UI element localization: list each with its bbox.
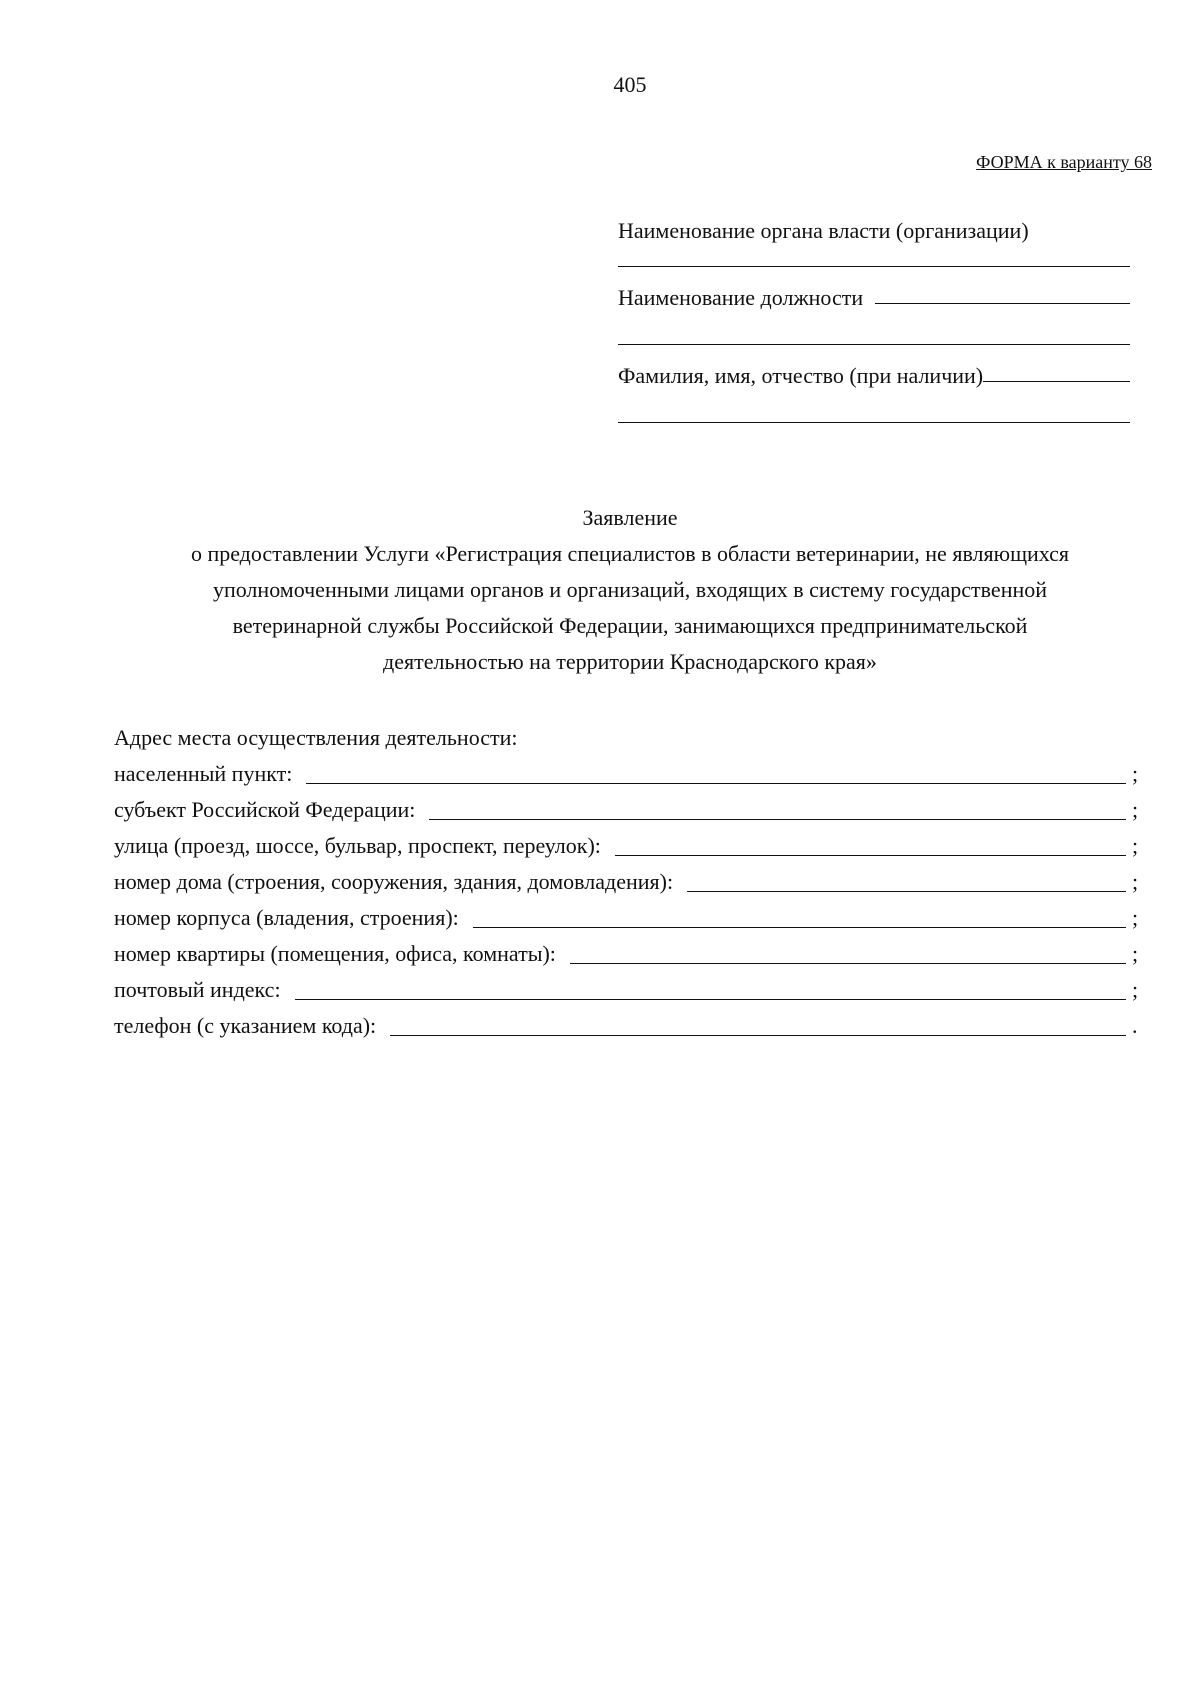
page-number: 405 (613, 72, 647, 97)
field-phone (114, 1008, 1140, 1044)
position-blank-line[interactable] (875, 302, 1130, 304)
field-terminator: ; (1132, 941, 1139, 966)
field-region (114, 792, 1140, 828)
field-terminator: ; (1132, 905, 1139, 930)
title-heading: Заявление (582, 505, 678, 530)
title-line-4: деятельностью на территории Краснодарского края» (383, 649, 877, 674)
field-terminator: ; (1132, 761, 1139, 786)
title-line-2: уполномоченными лицами органов и организаций, входящих в систему государственной (212, 577, 1048, 602)
organ-label: Наименование органа власти (организации) (618, 218, 1029, 243)
recipient-block (618, 210, 1130, 423)
field-blank-line[interactable] (429, 818, 1126, 820)
field-label: номер корпуса (владения, строения): (114, 905, 459, 930)
fio-label: Фамилия, имя, отчество (при наличии) (618, 363, 984, 388)
field-label: субъект Российской Федерации: (114, 797, 416, 822)
field-settlement (114, 756, 1140, 792)
field-label: населенный пункт: (114, 761, 293, 786)
field-terminator: ; (1132, 869, 1139, 894)
field-blank-line[interactable] (687, 890, 1126, 892)
form-reference: ФОРМА к варианту 68 (976, 152, 1152, 172)
field-house (114, 864, 1140, 900)
position-row (618, 277, 1130, 311)
field-label: улица (проезд, шоссе, бульвар, проспект, переулок): (114, 833, 601, 858)
field-blank-line[interactable] (295, 998, 1126, 1000)
position-blank-line-2[interactable] (618, 344, 1130, 345)
field-postal-code (114, 972, 1140, 1008)
organ-row (618, 210, 1130, 244)
field-blank-line[interactable] (570, 962, 1126, 964)
field-blank-line[interactable] (306, 782, 1126, 784)
field-terminator: ; (1132, 797, 1139, 822)
field-blank-line[interactable] (390, 1034, 1126, 1036)
address-section (114, 720, 1140, 1044)
fio-row (618, 355, 1130, 389)
address-heading: Адрес места осуществления деятельности: (114, 725, 518, 750)
field-label: телефон (с указанием кода): (114, 1013, 377, 1038)
field-apartment (114, 936, 1140, 972)
field-terminator: ; (1132, 977, 1139, 1002)
field-blank-line[interactable] (473, 926, 1126, 928)
fio-blank-line[interactable] (983, 380, 1130, 382)
fio-blank-line-2[interactable] (618, 422, 1130, 423)
field-terminator: . (1132, 1013, 1138, 1038)
field-label: почтовый индекс: (114, 977, 281, 1002)
field-label: номер квартиры (помещения, офиса, комнаты): (114, 941, 556, 966)
field-building (114, 900, 1140, 936)
field-blank-line[interactable] (615, 854, 1126, 856)
title-line-3: ветеринарной службы Российской Федерации, занимающихся предпринимательской (232, 613, 1028, 638)
title-line-1: о предоставлении Услуги «Регистрация специалистов в области ветеринарии, не являющихся (190, 541, 1070, 566)
position-label: Наименование должности (618, 285, 864, 310)
organ-blank-line[interactable] (618, 266, 1130, 267)
field-terminator: ; (1132, 833, 1139, 858)
field-label: номер дома (строения, сооружения, здания, домовладения): (114, 869, 674, 894)
application-title (100, 500, 1160, 680)
field-street (114, 828, 1140, 864)
